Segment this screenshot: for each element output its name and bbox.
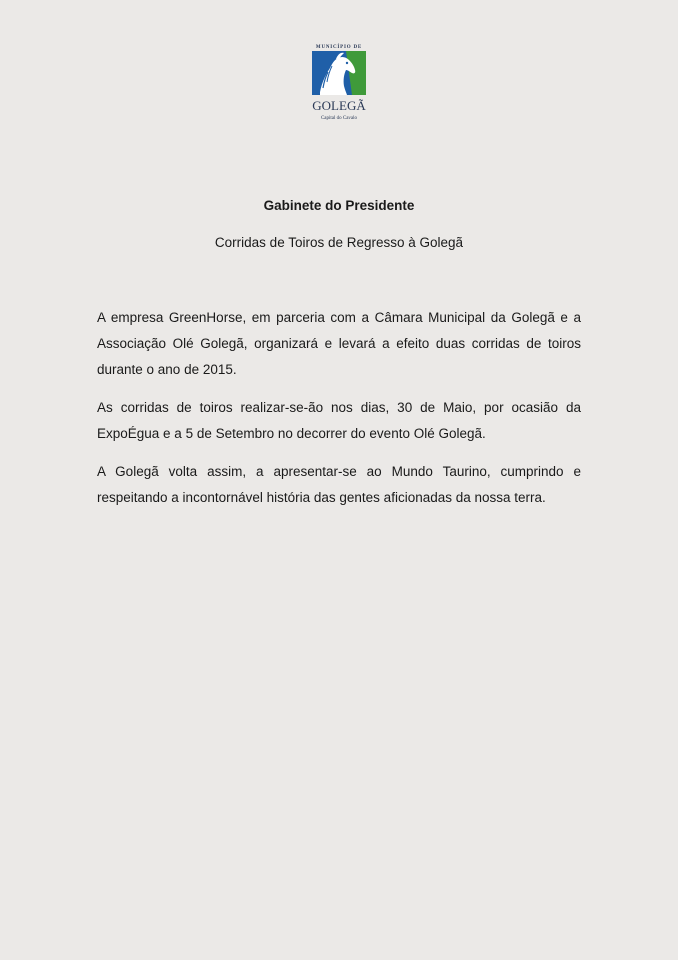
document-heading: Gabinete do Presidente <box>263 198 415 213</box>
document-subheading: Corridas de Toiros de Regresso à Golegã <box>214 235 464 250</box>
paragraph-1: A empresa GreenHorse, em parceria com a Câmara Municipal da Golegã e a Associação Olé Golegã, organizará e levará a efeito duas corridas de toiros durante o ano de 2015. <box>97 310 581 377</box>
paragraph-2: As corridas de toiros realizar-se-ão nos dias, 30 de Maio, por ocasião da ExpoÉgua e a 5 de Setembro no decorrer do evento Olé Golegã. <box>97 400 581 441</box>
logo-name: GOLEGÃ <box>312 98 366 113</box>
document-body <box>97 305 581 523</box>
logo-top-text: MUNICÍPIO DE <box>315 45 363 50</box>
logo-tagline: Capital do Cavalo <box>320 116 358 121</box>
municipality-logo <box>306 42 372 126</box>
paragraph-3: A Golegã volta assim, a apresentar-se ao Mundo Taurino, cumprindo e respeitando a incontornável história das gentes aficionadas da nossa terra. <box>97 464 581 505</box>
